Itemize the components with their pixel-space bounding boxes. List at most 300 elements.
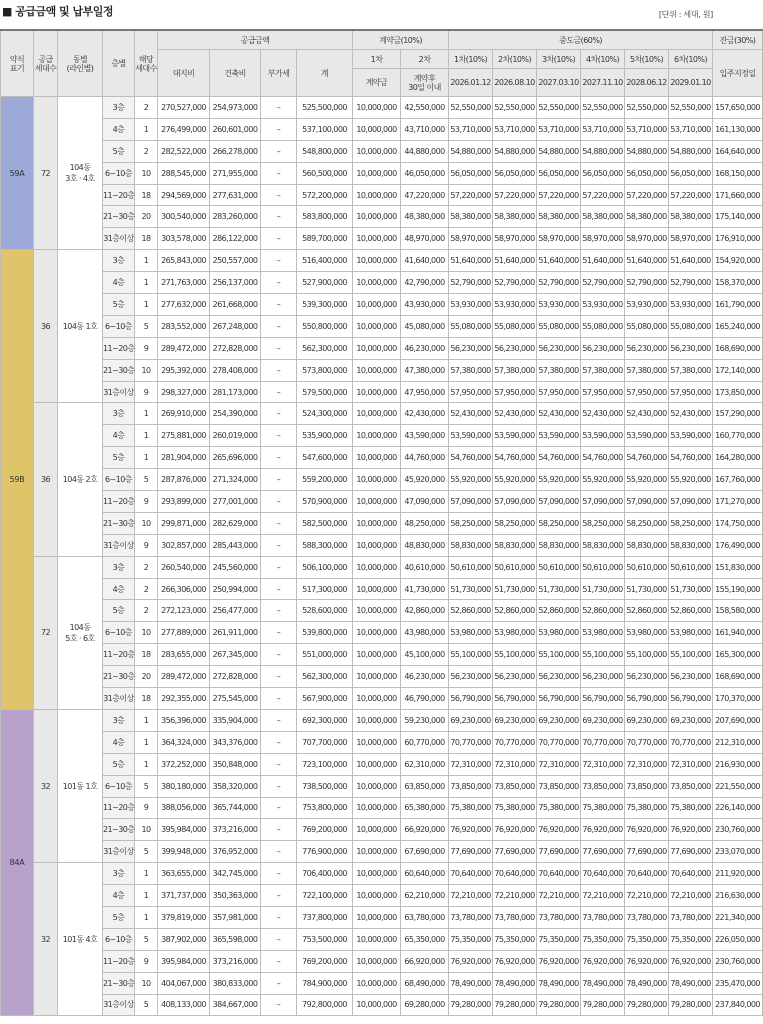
cell-balance: 157,650,000: [713, 97, 763, 119]
cell-floor: 3층: [103, 709, 135, 731]
cell-vat: –: [261, 688, 297, 710]
cell-count: 32: [34, 709, 58, 862]
table-row: [1, 315, 763, 337]
cell-m4: 76,920,000: [581, 819, 625, 841]
cell-m3: 56,790,000: [537, 688, 581, 710]
cell-building: 254,390,000: [210, 403, 261, 425]
cell-floor: 21~30층: [103, 359, 135, 381]
cell-m1: 70,640,000: [449, 863, 493, 885]
cell-m1: 56,230,000: [449, 337, 493, 359]
cell-floor: 11~20층: [103, 337, 135, 359]
cell-m4: 52,790,000: [581, 272, 625, 294]
cell-total: 753,500,000: [297, 928, 353, 950]
cell-c1: 10,000,000: [353, 994, 401, 1016]
cell-c1: 10,000,000: [353, 534, 401, 556]
cell-m1: 53,710,000: [449, 118, 493, 140]
cell-c2: 62,210,000: [401, 885, 449, 907]
cell-land: 292,355,000: [158, 688, 210, 710]
cell-m5: 54,880,000: [625, 140, 669, 162]
cell-balance: 165,300,000: [713, 644, 763, 666]
table-row: [1, 950, 763, 972]
cell-m3: 72,310,000: [537, 753, 581, 775]
cell-m6: 73,850,000: [669, 775, 713, 797]
table-row: [1, 512, 763, 534]
cell-vat: –: [261, 906, 297, 928]
header-c1-sub: 계약금: [353, 69, 401, 97]
cell-balance: 172,140,000: [713, 359, 763, 381]
cell-c2: 46,050,000: [401, 162, 449, 184]
cell-m1: 51,640,000: [449, 250, 493, 272]
cell-units: 5: [135, 469, 158, 491]
cell-units: 9: [135, 491, 158, 513]
cell-land: 395,984,000: [158, 950, 210, 972]
cell-m4: 56,230,000: [581, 666, 625, 688]
cell-m1: 52,430,000: [449, 403, 493, 425]
cell-m3: 51,640,000: [537, 250, 581, 272]
cell-m4: 53,980,000: [581, 622, 625, 644]
cell-m1: 53,590,000: [449, 425, 493, 447]
cell-m4: 72,310,000: [581, 753, 625, 775]
cell-m2: 52,430,000: [493, 403, 537, 425]
cell-total: 573,800,000: [297, 359, 353, 381]
cell-vat: –: [261, 994, 297, 1016]
cell-c2: 42,790,000: [401, 272, 449, 294]
cell-m6: 58,250,000: [669, 512, 713, 534]
cell-units: 1: [135, 906, 158, 928]
cell-balance: 160,770,000: [713, 425, 763, 447]
cell-units: 1: [135, 118, 158, 140]
cell-c2: 48,250,000: [401, 512, 449, 534]
cell-m3: 57,220,000: [537, 184, 581, 206]
table-row: [1, 709, 763, 731]
cell-m2: 56,230,000: [493, 666, 537, 688]
cell-m1: 77,690,000: [449, 841, 493, 863]
cell-m2: 58,970,000: [493, 228, 537, 250]
cell-m1: 53,980,000: [449, 622, 493, 644]
cell-land: 275,881,000: [158, 425, 210, 447]
cell-c1: 10,000,000: [353, 491, 401, 513]
cell-m3: 70,770,000: [537, 731, 581, 753]
cell-m6: 53,930,000: [669, 294, 713, 316]
cell-c2: 68,490,000: [401, 972, 449, 994]
cell-m2: 56,050,000: [493, 162, 537, 184]
cell-m2: 75,350,000: [493, 928, 537, 950]
cell-type: 59B: [1, 250, 34, 710]
cell-c1: 10,000,000: [353, 666, 401, 688]
cell-m4: 53,930,000: [581, 294, 625, 316]
cell-balance: 155,190,000: [713, 578, 763, 600]
cell-floor: 5층: [103, 753, 135, 775]
cell-m6: 57,090,000: [669, 491, 713, 513]
cell-units: 10: [135, 819, 158, 841]
cell-m4: 73,780,000: [581, 906, 625, 928]
cell-land: 387,902,000: [158, 928, 210, 950]
cell-balance: 226,140,000: [713, 797, 763, 819]
cell-m5: 55,080,000: [625, 315, 669, 337]
cell-m1: 50,610,000: [449, 556, 493, 578]
cell-land: 283,655,000: [158, 644, 210, 666]
cell-m6: 75,380,000: [669, 797, 713, 819]
cell-land: 299,871,000: [158, 512, 210, 534]
header-vat: 부가세: [261, 50, 297, 97]
header-supply: 공급금액: [158, 30, 353, 50]
cell-land: 379,819,000: [158, 906, 210, 928]
cell-m2: 57,380,000: [493, 359, 537, 381]
cell-balance: 221,550,000: [713, 775, 763, 797]
cell-balance: 235,470,000: [713, 972, 763, 994]
cell-total: 722,100,000: [297, 885, 353, 907]
cell-c1: 10,000,000: [353, 359, 401, 381]
cell-balance: 161,790,000: [713, 294, 763, 316]
cell-building: 282,629,000: [210, 512, 261, 534]
cell-building: 256,137,000: [210, 272, 261, 294]
cell-vat: –: [261, 841, 297, 863]
cell-total: 550,800,000: [297, 315, 353, 337]
cell-m1: 75,350,000: [449, 928, 493, 950]
cell-floor: 4층: [103, 578, 135, 600]
cell-building: 260,601,000: [210, 118, 261, 140]
cell-land: 276,499,000: [158, 118, 210, 140]
cell-floor: 31층이상: [103, 688, 135, 710]
cell-m3: 53,930,000: [537, 294, 581, 316]
cell-m2: 53,590,000: [493, 425, 537, 447]
table-row: [1, 381, 763, 403]
cell-floor: 11~20층: [103, 797, 135, 819]
cell-building: 261,668,000: [210, 294, 261, 316]
cell-m6: 70,770,000: [669, 731, 713, 753]
cell-m5: 58,250,000: [625, 512, 669, 534]
cell-m5: 56,230,000: [625, 337, 669, 359]
cell-c2: 43,590,000: [401, 425, 449, 447]
cell-units: 1: [135, 272, 158, 294]
cell-units: 5: [135, 775, 158, 797]
cell-vat: –: [261, 578, 297, 600]
cell-m2: 53,980,000: [493, 622, 537, 644]
cell-total: 559,200,000: [297, 469, 353, 491]
cell-c2: 59,230,000: [401, 709, 449, 731]
cell-floor: 6~10층: [103, 469, 135, 491]
cell-units: 2: [135, 578, 158, 600]
cell-floor: 5층: [103, 294, 135, 316]
cell-vat: –: [261, 469, 297, 491]
cell-m5: 51,640,000: [625, 250, 669, 272]
cell-c1: 10,000,000: [353, 863, 401, 885]
cell-c1: 10,000,000: [353, 906, 401, 928]
cell-m3: 54,880,000: [537, 140, 581, 162]
cell-units: 18: [135, 184, 158, 206]
cell-building: 357,981,000: [210, 906, 261, 928]
cell-m6: 55,920,000: [669, 469, 713, 491]
cell-m5: 50,610,000: [625, 556, 669, 578]
table-row: [1, 97, 763, 119]
cell-m1: 58,830,000: [449, 534, 493, 556]
cell-floor: 5층: [103, 140, 135, 162]
cell-m3: 73,850,000: [537, 775, 581, 797]
cell-vat: –: [261, 709, 297, 731]
cell-vat: –: [261, 491, 297, 513]
cell-c2: 40,610,000: [401, 556, 449, 578]
cell-c2: 47,090,000: [401, 491, 449, 513]
cell-m3: 56,230,000: [537, 666, 581, 688]
cell-units: 1: [135, 294, 158, 316]
cell-units: 1: [135, 447, 158, 469]
cell-m3: 75,350,000: [537, 928, 581, 950]
cell-units: 20: [135, 206, 158, 228]
cell-m5: 76,920,000: [625, 950, 669, 972]
cell-m2: 52,860,000: [493, 600, 537, 622]
cell-building: 260,019,000: [210, 425, 261, 447]
cell-building: 266,278,000: [210, 140, 261, 162]
cell-m5: 56,050,000: [625, 162, 669, 184]
cell-building: 365,598,000: [210, 928, 261, 950]
cell-m1: 55,080,000: [449, 315, 493, 337]
cell-building: 380,833,000: [210, 972, 261, 994]
cell-m2: 58,380,000: [493, 206, 537, 228]
cell-building: 365,744,000: [210, 797, 261, 819]
cell-c2: 44,880,000: [401, 140, 449, 162]
cell-m2: 76,920,000: [493, 950, 537, 972]
cell-m6: 57,380,000: [669, 359, 713, 381]
cell-m6: 51,640,000: [669, 250, 713, 272]
cell-total: 738,500,000: [297, 775, 353, 797]
cell-balance: 167,760,000: [713, 469, 763, 491]
cell-m2: 69,230,000: [493, 709, 537, 731]
cell-m2: 72,310,000: [493, 753, 537, 775]
cell-m3: 53,710,000: [537, 118, 581, 140]
cell-m2: 57,090,000: [493, 491, 537, 513]
cell-m5: 53,930,000: [625, 294, 669, 316]
table-row: [1, 469, 763, 491]
cell-m4: 69,230,000: [581, 709, 625, 731]
cell-vat: –: [261, 206, 297, 228]
cell-floor: 11~20층: [103, 184, 135, 206]
cell-floor: 5층: [103, 447, 135, 469]
cell-m3: 52,430,000: [537, 403, 581, 425]
header-balance-sub: 입주지정일: [713, 50, 763, 97]
header-contract: 계약금(10%): [353, 30, 449, 50]
cell-c2: 47,380,000: [401, 359, 449, 381]
cell-total: 548,800,000: [297, 140, 353, 162]
cell-total: 589,700,000: [297, 228, 353, 250]
cell-m1: 53,930,000: [449, 294, 493, 316]
cell-m6: 70,640,000: [669, 863, 713, 885]
cell-m1: 72,210,000: [449, 885, 493, 907]
table-row: [1, 994, 763, 1016]
cell-total: 562,300,000: [297, 337, 353, 359]
cell-c2: 47,220,000: [401, 184, 449, 206]
cell-balance: 226,050,000: [713, 928, 763, 950]
cell-m5: 57,380,000: [625, 359, 669, 381]
cell-m6: 50,610,000: [669, 556, 713, 578]
cell-m4: 54,880,000: [581, 140, 625, 162]
cell-building: 271,955,000: [210, 162, 261, 184]
cell-total: 588,300,000: [297, 534, 353, 556]
cell-c2: 43,930,000: [401, 294, 449, 316]
cell-m4: 75,380,000: [581, 797, 625, 819]
cell-vat: –: [261, 184, 297, 206]
cell-total: 547,600,000: [297, 447, 353, 469]
cell-units: 1: [135, 425, 158, 447]
cell-c1: 10,000,000: [353, 118, 401, 140]
table-row: [1, 491, 763, 513]
cell-m4: 52,550,000: [581, 97, 625, 119]
cell-m6: 76,920,000: [669, 819, 713, 841]
cell-c1: 10,000,000: [353, 272, 401, 294]
cell-c1: 10,000,000: [353, 228, 401, 250]
cell-m3: 56,230,000: [537, 337, 581, 359]
cell-c2: 48,830,000: [401, 534, 449, 556]
cell-m4: 72,210,000: [581, 885, 625, 907]
cell-building: 376,952,000: [210, 841, 261, 863]
cell-m3: 77,690,000: [537, 841, 581, 863]
cell-units: 5: [135, 315, 158, 337]
cell-c1: 10,000,000: [353, 184, 401, 206]
cell-land: 265,843,000: [158, 250, 210, 272]
cell-c1: 10,000,000: [353, 250, 401, 272]
cell-m4: 56,050,000: [581, 162, 625, 184]
cell-c1: 10,000,000: [353, 556, 401, 578]
cell-balance: 154,920,000: [713, 250, 763, 272]
cell-building: 267,248,000: [210, 315, 261, 337]
cell-total: 539,300,000: [297, 294, 353, 316]
cell-balance: 207,690,000: [713, 709, 763, 731]
cell-m5: 54,760,000: [625, 447, 669, 469]
cell-vat: –: [261, 556, 297, 578]
cell-m2: 53,710,000: [493, 118, 537, 140]
header-balance: 잔금(30%): [713, 30, 763, 50]
cell-m3: 58,970,000: [537, 228, 581, 250]
cell-total: 562,300,000: [297, 666, 353, 688]
cell-m2: 52,550,000: [493, 97, 537, 119]
cell-m2: 54,760,000: [493, 447, 537, 469]
cell-land: 283,552,000: [158, 315, 210, 337]
cell-land: 272,123,000: [158, 600, 210, 622]
cell-m2: 58,830,000: [493, 534, 537, 556]
table-row: [1, 359, 763, 381]
header-dong: 동별 (라인별): [58, 30, 103, 97]
cell-m1: 78,490,000: [449, 972, 493, 994]
cell-m2: 75,380,000: [493, 797, 537, 819]
cell-m2: 55,920,000: [493, 469, 537, 491]
cell-c1: 10,000,000: [353, 885, 401, 907]
cell-m2: 76,920,000: [493, 819, 537, 841]
cell-balance: 171,660,000: [713, 184, 763, 206]
cell-m5: 53,980,000: [625, 622, 669, 644]
cell-c2: 47,950,000: [401, 381, 449, 403]
cell-m4: 51,640,000: [581, 250, 625, 272]
header-land: 대지비: [158, 50, 210, 97]
cell-m4: 78,490,000: [581, 972, 625, 994]
header-m4: 4차(10%): [581, 50, 625, 69]
cell-balance: 157,290,000: [713, 403, 763, 425]
cell-m4: 58,380,000: [581, 206, 625, 228]
cell-m5: 56,230,000: [625, 666, 669, 688]
cell-m3: 53,590,000: [537, 425, 581, 447]
cell-building: 267,345,000: [210, 644, 261, 666]
cell-m4: 75,350,000: [581, 928, 625, 950]
cell-m2: 53,930,000: [493, 294, 537, 316]
cell-m4: 52,430,000: [581, 403, 625, 425]
table-row: [1, 250, 763, 272]
cell-count: 32: [34, 863, 58, 1016]
cell-total: 539,800,000: [297, 622, 353, 644]
cell-m1: 76,920,000: [449, 950, 493, 972]
cell-floor: 5층: [103, 600, 135, 622]
cell-land: 372,252,000: [158, 753, 210, 775]
cell-c1: 10,000,000: [353, 841, 401, 863]
cell-m2: 55,100,000: [493, 644, 537, 666]
cell-land: 395,984,000: [158, 819, 210, 841]
cell-c2: 44,760,000: [401, 447, 449, 469]
cell-building: 278,408,000: [210, 359, 261, 381]
cell-c1: 10,000,000: [353, 600, 401, 622]
cell-balance: 168,150,000: [713, 162, 763, 184]
cell-floor: 6~10층: [103, 315, 135, 337]
cell-m6: 76,920,000: [669, 950, 713, 972]
cell-total: 723,100,000: [297, 753, 353, 775]
cell-m3: 53,980,000: [537, 622, 581, 644]
cell-m5: 57,950,000: [625, 381, 669, 403]
cell-m5: 57,090,000: [625, 491, 669, 513]
cell-c2: 45,080,000: [401, 315, 449, 337]
header-m5-date: 2028.06.12: [625, 69, 669, 97]
cell-floor: 31층이상: [103, 381, 135, 403]
cell-m6: 54,760,000: [669, 447, 713, 469]
cell-m5: 58,380,000: [625, 206, 669, 228]
cell-vat: –: [261, 622, 297, 644]
cell-land: 288,545,000: [158, 162, 210, 184]
cell-floor: 31층이상: [103, 534, 135, 556]
cell-building: 350,848,000: [210, 753, 261, 775]
cell-building: 343,376,000: [210, 731, 261, 753]
cell-m1: 57,090,000: [449, 491, 493, 513]
cell-balance: 216,930,000: [713, 753, 763, 775]
cell-m3: 69,230,000: [537, 709, 581, 731]
cell-land: 281,904,000: [158, 447, 210, 469]
cell-m4: 57,380,000: [581, 359, 625, 381]
table-row: [1, 885, 763, 907]
cell-units: 2: [135, 140, 158, 162]
cell-balance: 176,490,000: [713, 534, 763, 556]
cell-vat: –: [261, 972, 297, 994]
cell-m1: 56,790,000: [449, 688, 493, 710]
cell-floor: 21~30층: [103, 972, 135, 994]
cell-m1: 79,280,000: [449, 994, 493, 1016]
cell-m6: 52,550,000: [669, 97, 713, 119]
cell-m4: 70,640,000: [581, 863, 625, 885]
cell-m5: 72,310,000: [625, 753, 669, 775]
cell-m2: 56,230,000: [493, 337, 537, 359]
cell-m4: 55,080,000: [581, 315, 625, 337]
cell-units: 9: [135, 337, 158, 359]
cell-m6: 58,380,000: [669, 206, 713, 228]
cell-c1: 10,000,000: [353, 140, 401, 162]
cell-vat: –: [261, 425, 297, 447]
table-row: [1, 206, 763, 228]
cell-m4: 57,090,000: [581, 491, 625, 513]
cell-building: 277,631,000: [210, 184, 261, 206]
cell-floor: 6~10층: [103, 622, 135, 644]
cell-units: 5: [135, 994, 158, 1016]
cell-balance: 233,070,000: [713, 841, 763, 863]
cell-building: 256,477,000: [210, 600, 261, 622]
cell-m5: 73,780,000: [625, 906, 669, 928]
cell-building: 350,363,000: [210, 885, 261, 907]
cell-c2: 46,790,000: [401, 688, 449, 710]
cell-dong: 104동 5호 · 6호: [58, 556, 103, 709]
cell-land: 399,948,000: [158, 841, 210, 863]
header-m6: 6차(10%): [669, 50, 713, 69]
